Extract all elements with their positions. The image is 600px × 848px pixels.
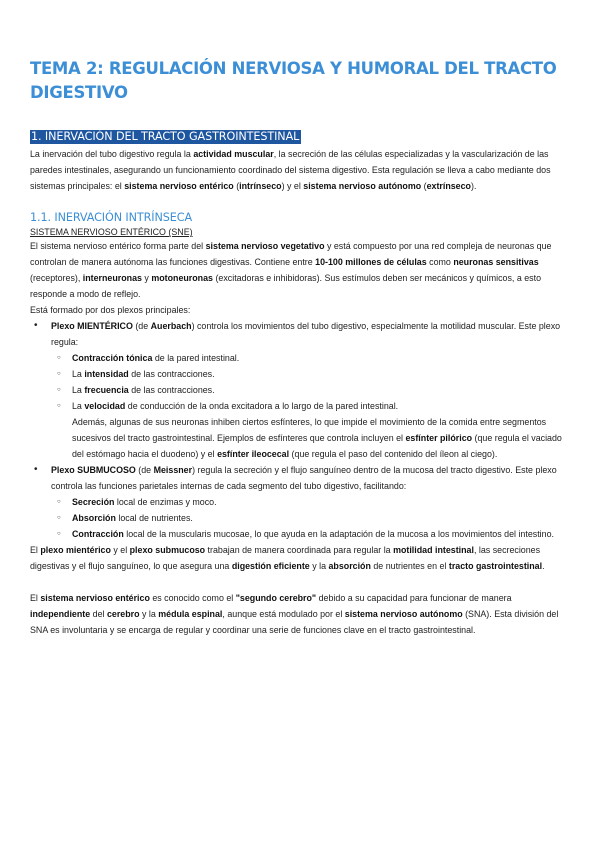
sne-paragraph: El sistema nervioso entérico forma parte del sistema nervioso vegetativo y está compuesto por una red compleja de neuronas que controlan de manera autónoma las funciones digestivas. Contiene entre 10-100 millones de células como neuronas sensitivas (receptores), interneuronas y motoneuronas (excitadoras e inhibidoras). Sus estímulos deben ser mecánicos y químicos, a esto responde a modo de reflejo. — [30, 241, 552, 299]
list-item-plexo-submucoso: • Plexo SUBMUCOSO (de Meissner) regula la secreción y el flujo sanguíneo dentro de la mucosa del tracto digestivo. Este plexo controla las funciones parietales internas de cada segmento del tubo digestivo, facilitando: ○ Secreción local de enzimas y moco. ○ Absorción local de nutrientes. ○ Contracción local de la muscularis mucosae, lo que ayuda en la adaptación de la mucosa a los movimientos del intestino. — [30, 462, 570, 542]
page-title: TEMA 2: REGULACIÓN NERVIOSA Y HUMORAL DEL TRACTO DIGESTIVO — [30, 59, 557, 102]
list-item: ○ Secreción local de enzimas y moco. — [51, 494, 570, 510]
section-heading-1: 1. INERVACIÓN DEL TRACTO GASTROINTESTINAL — [31, 130, 300, 143]
plexos-intro: Está formado por dos plexos principales: — [30, 305, 191, 315]
segundo-cerebro-paragraph: El sistema nervioso entérico es conocido como el "segundo cerebro" debido a su capacidad para funcionar de manera independiente del cerebro y la médula espinal, aunque está modulado por el sistema nervioso autónomo (SNA). Esta división del SNA es involuntaria y se encarga de regular y coordinar una serie de funciones clave en el tracto gastrointestinal. — [30, 593, 559, 635]
esfinteres-paragraph: Además, algunas de sus neuronas inhiben ciertos esfínteres, lo que impide el movimiento de la comida entre segmentos sucesivos del tracto gastrointestinal. Ejemplos de esfínteres que controla incluyen el esfínter pilórico (que regula el vaciado del estómago hacia el duodeno) y el esfínter ileocecal (que regula el paso del contenido del íleon al ciego). — [72, 417, 562, 459]
list-item: ○ Absorción local de nutrientes. — [51, 510, 570, 526]
mienterico-sublist — [51, 350, 570, 414]
submucoso-sublist — [51, 494, 570, 542]
plexos-list — [30, 318, 570, 542]
list-item: ○ Contracción local de la muscularis mucosae, lo que ayuda en la adaptación de la mucosa a los movimientos del intestino. — [51, 526, 570, 542]
coordination-paragraph: El plexo mientérico y el plexo submucoso trabajan de manera coordinada para regular la motilidad intestinal, las secreciones digestivas y el flujo sanguíneo, lo que asegura una digestión eficiente y la absorción de nutrientes en el tracto gastrointestinal. — [30, 545, 545, 571]
list-item: ○ La frecuencia de las contracciones. — [51, 382, 570, 398]
section-1-paragraph: La inervación del tubo digestivo regula la actividad muscular, la secreción de las células especializadas y la vascularización de las paredes intestinales, asegurando un funcionamiento coordinado del sistema digestivo. Esta regulación se lleva a cabo mediante dos sistemas principales: el sistema nervioso entérico (intrínseco) y el sistema nervioso autónomo (extrínseco). — [30, 149, 551, 191]
list-item: ○ La intensidad de las contracciones. — [51, 366, 570, 382]
list-item-plexo-mienterico: • Plexo MIENTÉRICO (de Auerbach) controla los movimientos del tubo digestivo, especialmente la motilidad muscular. Este plexo regula: ○ Contracción tónica de la pared intestinal. ○ La intensidad de las contracciones. ○ La frecuencia de las contracciones. ○ La velocidad de conducción de la onda excitadora a lo largo de la pared intestinal. Además, algunas de sus neuronas inhiben ciertos esfínteres, lo que impide el movimiento de la comida entre segmentos sucesivos del tracto gastrointestinal. Ejemplos de esfínteres que controla incluyen el esfínter pilórico (que regula el vaciado del estómago hacia el duodeno) y el esfínter ileocecal (que regula el paso del contenido del íleon al ciego). — [30, 318, 570, 462]
list-item: ○ La velocidad de conducción de la onda excitadora a lo largo de la pared intestinal. — [51, 398, 570, 414]
subsection-heading-sne: SISTEMA NERVIOSO ENTÉRICO (SNE) — [30, 227, 193, 237]
spacer — [30, 574, 570, 590]
section-heading-1-1: 1.1. INERVACIÓN INTRÍNSECA — [30, 211, 193, 224]
list-item: ○ Contracción tónica de la pared intestinal. — [51, 350, 570, 366]
